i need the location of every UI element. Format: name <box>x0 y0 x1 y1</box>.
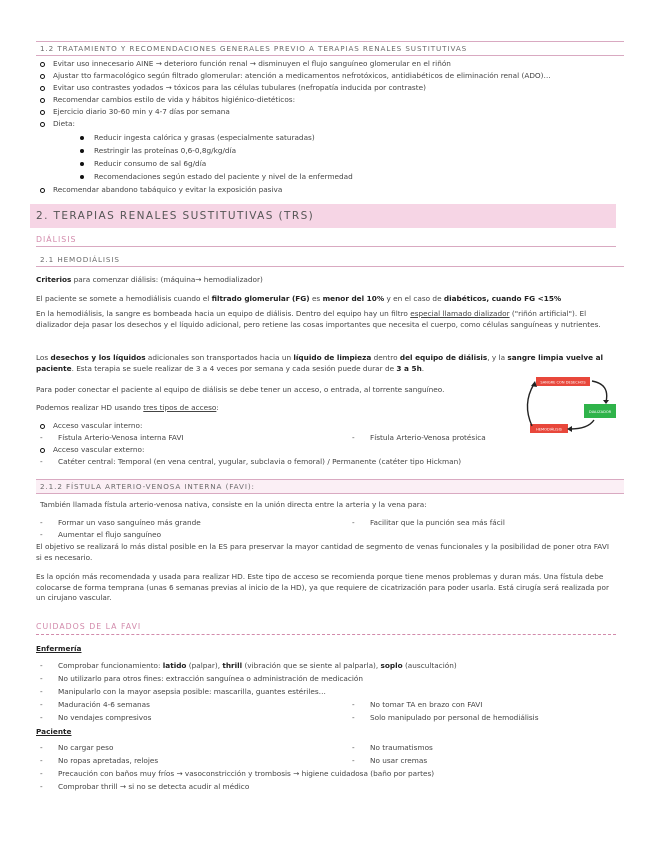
paragraph: Es la opción más recomendada y usada para realizar HD. Este tipo de acceso se recomienda porque tiene menos problemas y duran más. Una fístula debe colocarse de forma temprana (unas 6 semanas previas al inicio de la HD), ya que requiere de cicatrización para poder usarla. Está cirugía será realizada por un cirujano vascular. <box>36 572 610 602</box>
bullet-icon <box>40 424 45 429</box>
paragraph: Podemos realizar HD usando tres tipos de acceso: <box>36 403 219 412</box>
list-item: - No cargar peso <box>40 743 114 752</box>
arrow-icon <box>527 384 534 426</box>
list-item: - Precaución con baños muy fríos → vasoconstricción y trombosis → higiene cuidadosa (baño por partes) <box>40 769 435 778</box>
list-item: Ejercicio diario 30-60 min y 4-7 días por semana <box>40 107 230 117</box>
list-item: Ajustar tto farmacológico según filtrado glomerular: atención a medicamentos nefrotóxicos, antidiabéticos de eliminación renal (ADO)… <box>40 71 551 81</box>
cuidados-title: CUIDADOS DE LA FAVI <box>36 622 142 631</box>
list-item: - No vendajes compresivos <box>40 713 152 722</box>
favi-header: 2.1.2 FÍSTULA ARTERIO-VENOSA INTERNA (FAVI): <box>36 479 624 494</box>
list-item: - Solo manipulado por personal de hemodiálisis <box>352 713 539 722</box>
bullet-icon <box>40 62 45 67</box>
diagram-label-sangre: SANGRE CON DESECHOS <box>540 380 586 385</box>
list-item: - No utilizarlo para otros fines: extracción sanguínea o administración de medicación <box>40 674 363 683</box>
list-item: - Aumentar el flujo sanguíneo <box>40 530 162 539</box>
criterios-line: Criterios para comenzar diálisis: (máquina→ hemodializador) <box>36 275 263 284</box>
dot-icon <box>80 175 84 179</box>
list-item: - Fístula Arterio-Venosa interna FAVI <box>40 433 184 442</box>
arrow-icon <box>570 420 594 429</box>
arrow-icon <box>592 381 607 402</box>
list-item: - No traumatismos <box>352 743 433 752</box>
sub-list-item: Recomendaciones según estado del paciente y nivel de la enfermedad <box>80 172 353 182</box>
dot-icon <box>80 136 84 140</box>
list-item: - Catéter central: Temporal (en vena central, yugular, subclavia o femoral) / Permanente (catéter tipo Hickman) <box>40 457 462 466</box>
list-item: Acceso vascular interno: <box>40 421 142 431</box>
bullet-icon <box>40 110 45 115</box>
divider <box>36 246 616 247</box>
list-item: - No ropas apretadas, relojes <box>40 756 159 765</box>
list-item: - No tomar TA en brazo con FAVI <box>352 700 483 709</box>
list-item: Recomendar abandono tabáquico y evitar la exposición pasiva <box>40 185 282 195</box>
hemodialisis-header: 2.1 HEMODIÁLISIS <box>36 253 624 267</box>
sub-list-item: Reducir ingesta calórica y grasas (especialmente saturadas) <box>80 133 315 143</box>
list-item: Dieta: <box>40 119 75 129</box>
list-item: - Formar un vaso sanguíneo más grande <box>40 518 201 527</box>
list-item: - Fístula Arterio-Venosa protésica <box>352 433 486 442</box>
list-item: - Facilitar que la punción sea más fácil <box>352 518 505 527</box>
dot-icon <box>80 162 84 166</box>
list-item: Recomendar cambios estilo de vida y hábitos higiénico-dietéticos: <box>40 95 295 105</box>
bullet-icon <box>40 74 45 79</box>
divider <box>36 634 616 635</box>
paragraph: El objetivo se realizará lo más distal posible en la ES para preservar la mayor cantidad de segmento de venas funcionales y la posibilidad de poner otra FAVI si es necesario. <box>36 542 609 562</box>
enfermeria-heading: Enfermería <box>36 644 82 653</box>
list-item: - Comprobar funcionamiento: latido (palpar), thrill (vibración que se siente al palparla), soplo (auscultación) <box>40 661 457 670</box>
diagram-label-dializador: DIALIZADOR <box>588 410 612 414</box>
list-item: Evitar uso innecesario AINE → deterioro función renal → disminuyen el flujo sanguíneo glomerular en el riñón <box>40 59 451 69</box>
bullet-icon <box>40 98 45 103</box>
paragraph: El paciente se somete a hemodiálisis cuando el filtrado glomerular (FG) es menor del 10% y en el caso de diabéticos, cuando FG <15% <box>36 294 562 303</box>
paragraph: Para poder conectar el paciente al equipo de diálisis se debe tener un acceso, o entrada, al torrente sanguíneo. <box>36 385 445 394</box>
list-item: - Comprobar thrill → si no se detecta acudir al médico <box>40 782 250 791</box>
section-2-header: 2. TERAPIAS RENALES SUSTITUTIVAS (TRS) <box>30 204 616 228</box>
section-1-2-header: 1.2 TRATAMIENTO Y RECOMENDACIONES GENERALES PREVIO A TERAPIAS RENALES SUSTITUTIVAS <box>36 41 624 56</box>
list-item: - Maduración 4-6 semanas <box>40 700 150 709</box>
diagram-label-hemodialisis: HEMODIÁLISIS <box>536 427 562 432</box>
paragraph: También llamada fístula arterio-venosa nativa, consiste en la unión directa entre la arteria y la vena para: <box>40 500 427 509</box>
bullet-icon <box>40 122 45 127</box>
list-item: Evitar uso contrastes yodados → tóxicos para las células tubulares (nefropatía inducida por contraste) <box>40 83 426 93</box>
bullet-icon <box>40 188 45 193</box>
list-item: Acceso vascular externo: <box>40 445 144 455</box>
hemodialysis-cycle-diagram <box>500 374 620 436</box>
arrow-head-icon <box>603 400 609 404</box>
bullet-icon <box>40 448 45 453</box>
list-item: - No usar cremas <box>352 756 428 765</box>
paciente-heading: Paciente <box>36 727 72 736</box>
list-item: - Manipularlo con la mayor asepsia posible: mascarilla, guantes estériles… <box>40 687 326 696</box>
paragraph: En la hemodiálisis, la sangre es bombeada hacia un equipo de diálisis. Dentro del equipo hay un filtro especial llamado dializador ("riñón artificial"). El dializador deja pasar los desechos y el líquido adicional, pero retiene las cosas importantes que necesita el cuerpo, como células sanguíneas y nutrientes. <box>36 309 601 329</box>
dot-icon <box>80 149 84 153</box>
bullet-icon <box>40 86 45 91</box>
paragraph: Los desechos y los líquidos adicionales son transportados hacia un líquido de limpieza dentro del equipo de diálisis, y la sangre limpia vuelve al paciente. Esta terapia se suele realizar de 3 a 4 veces por semana y cada sesión puede durar de 3 a 5h. <box>36 353 604 373</box>
dialisis-title: DIÁLISIS <box>36 235 77 244</box>
sub-list-item: Restringir las proteínas 0,6-0,8g/kg/día <box>80 146 236 156</box>
sub-list-item: Reducir consumo de sal 6g/día <box>80 159 206 169</box>
